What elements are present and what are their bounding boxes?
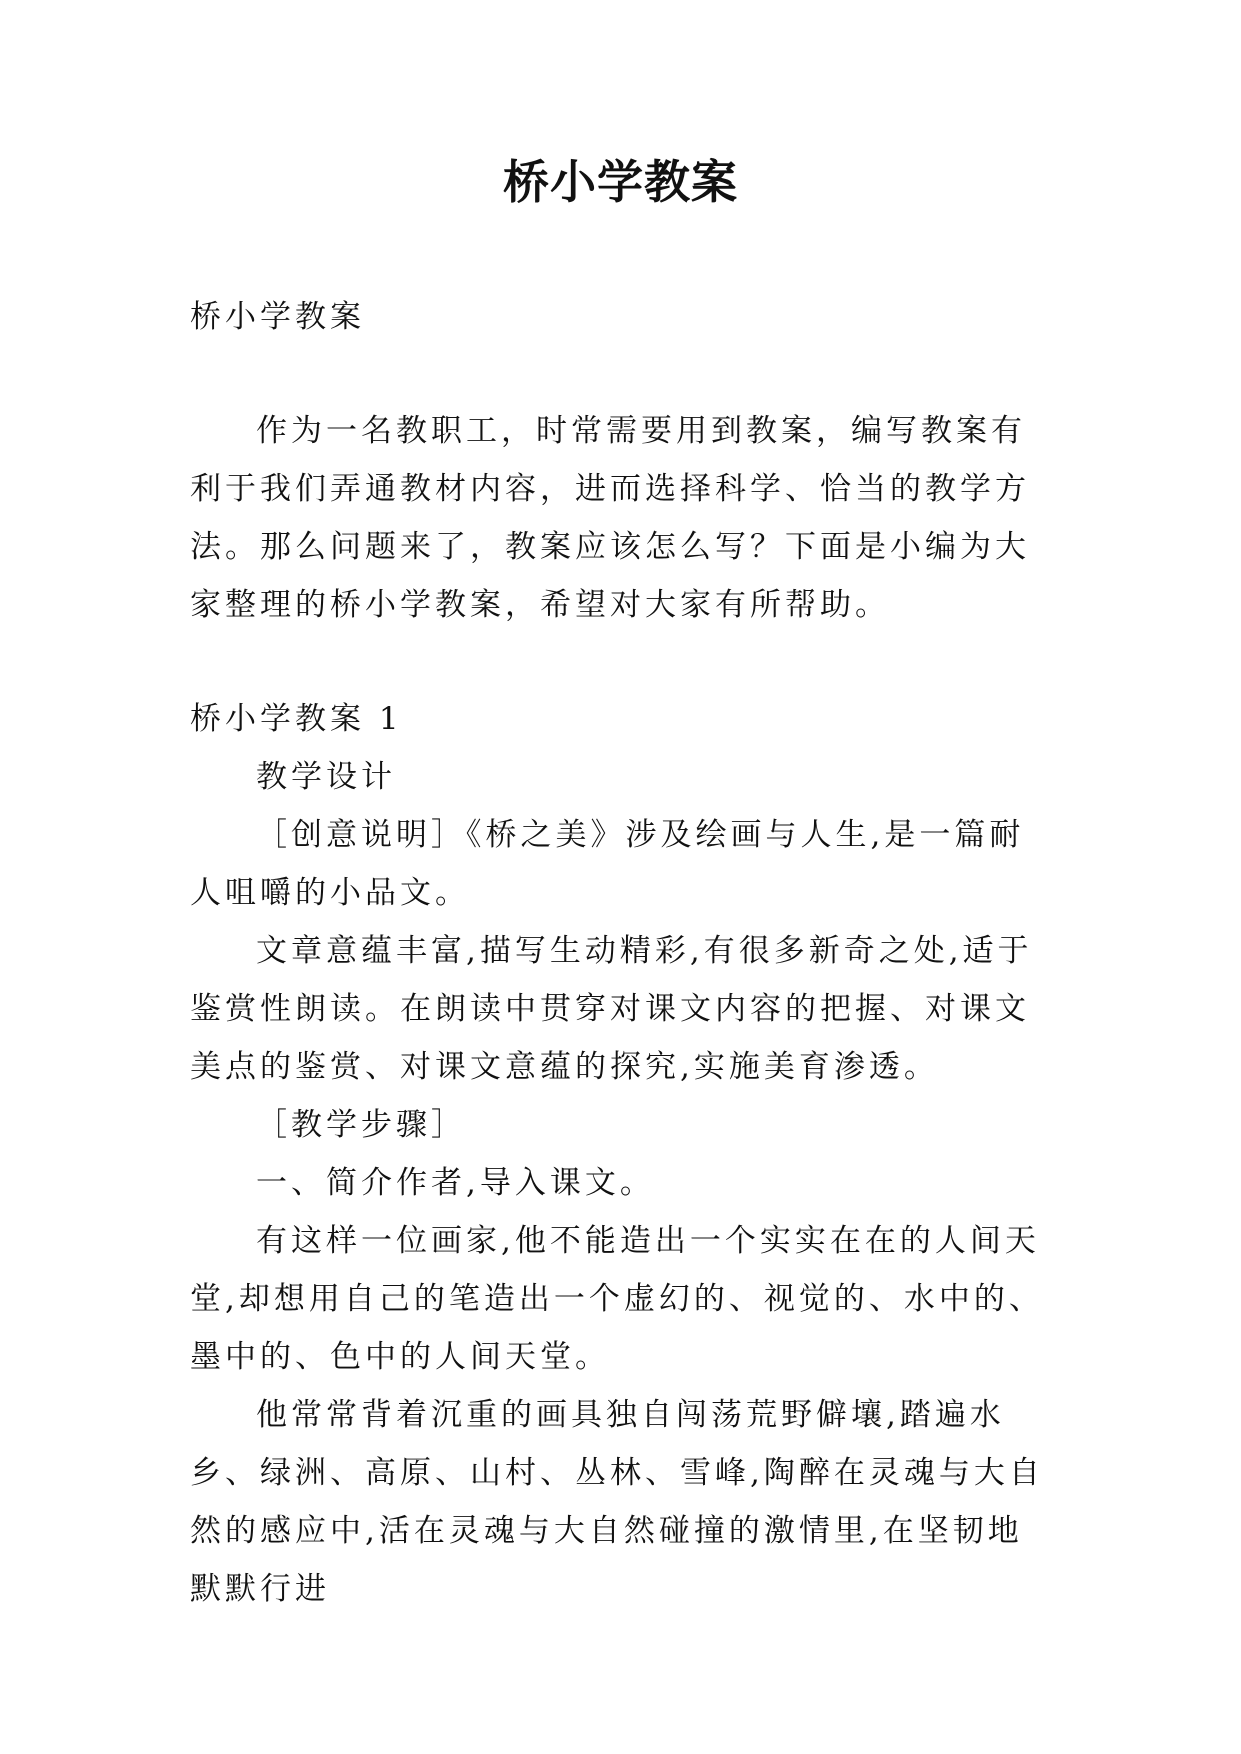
teaching-steps-label: ［教学步骤］ bbox=[256, 1107, 466, 1143]
document-title: 桥小学教案 bbox=[503, 155, 738, 209]
section-heading: 桥小学教案 1 bbox=[190, 701, 403, 737]
teaching-design-label: 教学设计 bbox=[256, 759, 396, 795]
meaning-paragraph: 文章意蕴丰富,描写生动精彩,有很多新奇之处,适于鉴赏性朗读。在朗读中贯穿对课文内容的把握、对课文美点的鉴赏、对课文意蕴的探究,实施美育渗透。 bbox=[190, 933, 1033, 1085]
painter-paragraph-2: 他常常背着沉重的画具独自闯荡荒野僻壤,踏遍水乡、绿洲、高原、山村、丛林、雪峰,陶醉在灵魂与大自然的感应中,活在灵魂与大自然碰撞的激情里,在坚韧地默默行进 bbox=[190, 1397, 1044, 1607]
intro-paragraph: 作为一名教职工，时常需要用到教案，编写教案有利于我们弄通教材内容，进而选择科学、恰当的教学方法。那么问题来了，教案应该怎么写？下面是小编为大家整理的桥小学教案，希望对大家有所帮助。 bbox=[190, 413, 1030, 623]
document-subtitle: 桥小学教案 bbox=[190, 299, 365, 335]
painter-paragraph-1: 有这样一位画家,他不能造出一个实实在在的人间天堂,却想用自己的笔造出一个虚幻的、视觉的、水中的、墨中的、色中的人间天堂。 bbox=[190, 1223, 1044, 1375]
step-one-heading: 一、简介作者,导入课文。 bbox=[256, 1165, 655, 1201]
creative-note-paragraph: ［创意说明］《桥之美》涉及绘画与人生,是一篇耐人咀嚼的小品文。 bbox=[190, 817, 1025, 911]
